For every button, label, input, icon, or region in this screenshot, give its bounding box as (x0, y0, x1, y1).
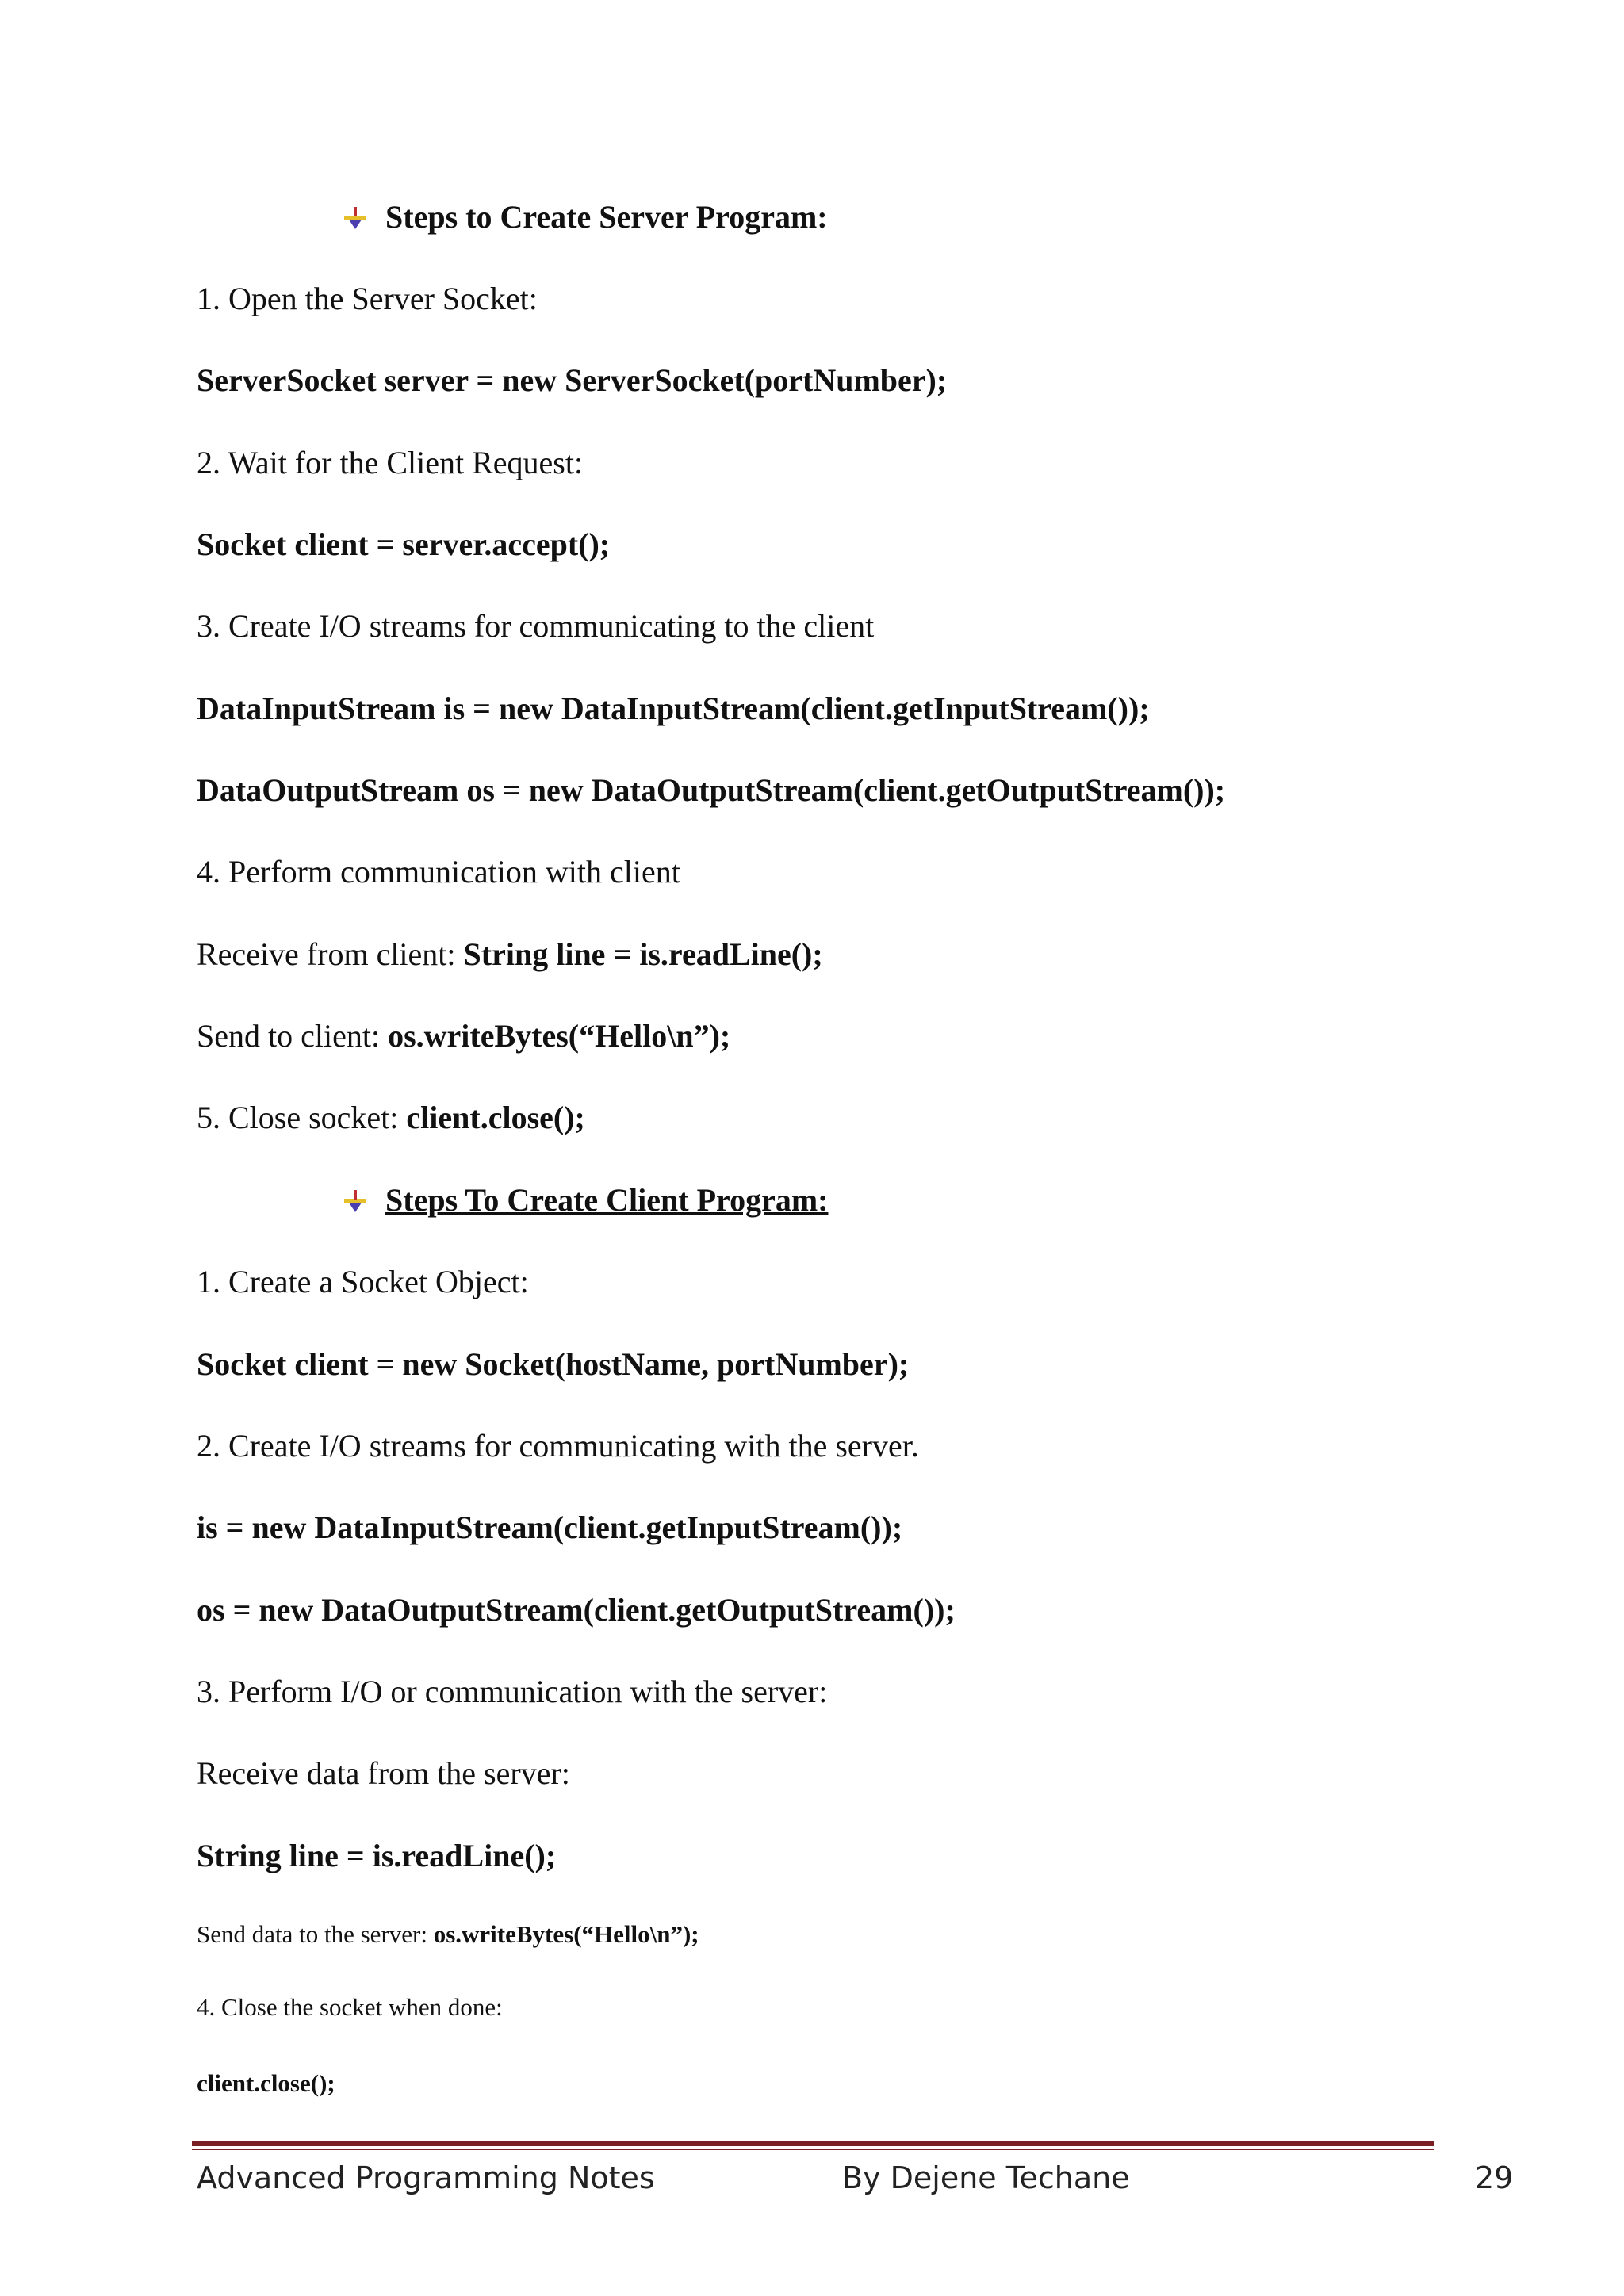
server-step3-label: 3. Create I/O streams for communicating to the client (197, 608, 875, 644)
server-receive-label: Receive from client: (197, 936, 456, 972)
client-step1-label: 1. Create a Socket Object: (197, 1264, 529, 1299)
server-step4-label: 4. Perform communication with client (197, 854, 680, 890)
arrow-bullet-icon (343, 1184, 368, 1223)
footer-rule-thin (192, 2149, 1434, 2150)
arrow-bullet-icon (343, 201, 368, 239)
client-step2-code-input: is = new DataInputStream(client.getInputStream()); (197, 1510, 903, 1545)
server-send-label: Send to client: (197, 1018, 381, 1054)
server-steps-heading (343, 198, 828, 239)
client-step2-code-output: os = new DataOutputStream(client.getOutputStream()); (197, 1592, 956, 1628)
client-send-line (197, 1919, 699, 1950)
server-heading-text: Steps to Create Server Program: (385, 199, 828, 235)
client-receive-label: Receive data from the server: (197, 1755, 570, 1791)
footer-course-title: Advanced Programming Notes (197, 2160, 655, 2195)
client-step4-label: 4. Close the socket when done: (197, 1993, 503, 2021)
server-step3-code-input: DataInputStream is = new DataInputStream(client.getInputStream()); (197, 691, 1150, 726)
server-send-code: os.writeBytes(“Hello\n”); (388, 1018, 731, 1054)
server-step1-code: ServerSocket server = new ServerSocket(portNumber); (197, 362, 948, 398)
server-step1-label: 1. Open the Server Socket: (197, 281, 538, 316)
server-step2-label: 2. Wait for the Client Request: (197, 445, 584, 480)
server-step5-label: 5. Close socket: (197, 1100, 399, 1135)
server-step5-line (197, 1099, 585, 1137)
server-step3-code-output: DataOutputStream os = new DataOutputStream(client.getOutputStream()); (197, 772, 1226, 808)
footer-rule-thick (192, 2141, 1434, 2146)
server-receive-code: String line = is.readLine(); (463, 936, 823, 972)
server-receive-line (197, 936, 823, 974)
server-send-line (197, 1017, 730, 1055)
client-send-label: Send data to the server: (197, 1920, 427, 1948)
server-step5-code: client.close(); (406, 1100, 585, 1135)
client-step2-label: 2. Create I/O streams for communicating with the server. (197, 1428, 919, 1464)
page-number: 29 (1475, 2160, 1514, 2195)
client-step1-code: Socket client = new Socket(hostName, portNumber); (197, 1346, 910, 1382)
client-steps-heading (343, 1181, 828, 1223)
client-send-code: os.writeBytes(“Hello\n”); (433, 1920, 699, 1948)
server-step2-code: Socket client = server.accept(); (197, 526, 611, 562)
client-step4-code: client.close(); (197, 2069, 335, 2097)
client-step3-label: 3. Perform I/O or communication with the server: (197, 1674, 828, 1709)
footer-author: By Dejene Techane (842, 2160, 1130, 2195)
client-heading-text: Steps To Create Client Program: (385, 1182, 829, 1218)
client-receive-code: String line = is.readLine(); (197, 1838, 557, 1873)
